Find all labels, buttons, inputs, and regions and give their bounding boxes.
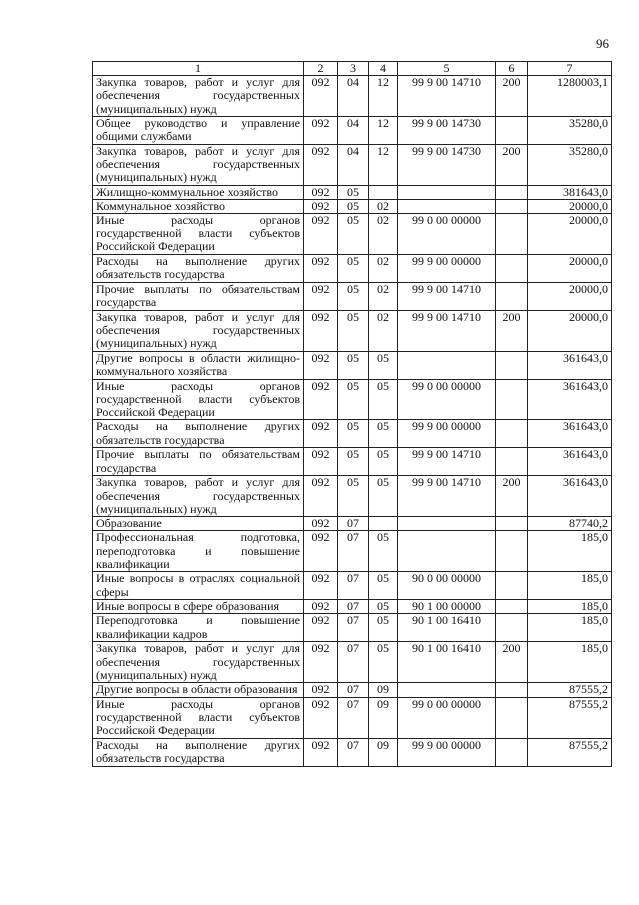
table-row xyxy=(93,282,612,310)
subsection-code-cell: 05 xyxy=(369,351,398,379)
target-article-cell xyxy=(398,351,496,379)
expense-type-cell xyxy=(496,517,528,531)
subsection-code-cell: 05 xyxy=(369,476,398,517)
amount-cell: 381643,0 xyxy=(528,185,612,199)
table-row xyxy=(93,76,612,117)
subsection-code-cell: 12 xyxy=(369,76,398,117)
target-article-cell: 99 9 00 00000 xyxy=(398,254,496,282)
row-name-cell: Коммунальное хозяйство xyxy=(93,199,304,213)
subsection-code-cell: 05 xyxy=(369,420,398,448)
amount-cell: 185,0 xyxy=(528,572,612,600)
expense-type-cell xyxy=(496,254,528,282)
subsection-code-cell: 02 xyxy=(369,282,398,310)
ministry-code-cell: 092 xyxy=(304,144,338,185)
row-name-cell: Общее руководство и управление общими службами xyxy=(93,116,304,144)
table-row xyxy=(93,517,612,531)
section-code-cell: 04 xyxy=(338,76,369,117)
expense-type-cell xyxy=(496,351,528,379)
row-name-cell: Другие вопросы в области образования xyxy=(93,683,304,698)
expense-type-cell xyxy=(496,185,528,199)
amount-cell: 185,0 xyxy=(528,614,612,642)
target-article-cell xyxy=(398,199,496,213)
column-header: 2 xyxy=(304,62,338,76)
row-name-cell: Прочие выплаты по обязательствам государства xyxy=(93,448,304,476)
target-article-cell: 90 1 00 16410 xyxy=(398,642,496,683)
amount-cell: 361643,0 xyxy=(528,379,612,420)
ministry-code-cell: 092 xyxy=(304,379,338,420)
expense-type-cell: 200 xyxy=(496,76,528,117)
ministry-code-cell: 092 xyxy=(304,600,338,614)
subsection-code-cell: 09 xyxy=(369,697,398,738)
ministry-code-cell: 092 xyxy=(304,310,338,351)
amount-cell: 87555,2 xyxy=(528,697,612,738)
table-row xyxy=(93,213,612,254)
expense-type-cell: 200 xyxy=(496,310,528,351)
subsection-code-cell xyxy=(369,517,398,531)
subsection-code-cell: 05 xyxy=(369,379,398,420)
table-row xyxy=(93,310,612,351)
table-row xyxy=(93,614,612,642)
section-code-cell: 05 xyxy=(338,282,369,310)
row-name-cell: Расходы на выполнение других обязательств государства xyxy=(93,254,304,282)
table-row xyxy=(93,476,612,517)
ministry-code-cell: 092 xyxy=(304,531,338,572)
ministry-code-cell: 092 xyxy=(304,116,338,144)
section-code-cell: 07 xyxy=(338,683,369,698)
table-row xyxy=(93,738,612,766)
amount-cell: 87555,2 xyxy=(528,683,612,698)
row-name-cell: Расходы на выполнение других обязательств государства xyxy=(93,420,304,448)
target-article-cell: 99 9 00 14710 xyxy=(398,476,496,517)
row-name-cell: Переподготовка и повышение квалификации кадров xyxy=(93,614,304,642)
section-code-cell: 05 xyxy=(338,379,369,420)
amount-cell: 20000,0 xyxy=(528,199,612,213)
section-code-cell: 05 xyxy=(338,476,369,517)
table-row xyxy=(93,420,612,448)
amount-cell: 20000,0 xyxy=(528,310,612,351)
ministry-code-cell: 092 xyxy=(304,642,338,683)
subsection-code-cell: 02 xyxy=(369,254,398,282)
target-article-cell: 90 1 00 16410 xyxy=(398,614,496,642)
section-code-cell: 07 xyxy=(338,614,369,642)
target-article-cell: 90 1 00 00000 xyxy=(398,600,496,614)
expense-type-cell xyxy=(496,199,528,213)
section-code-cell: 07 xyxy=(338,531,369,572)
column-header: 4 xyxy=(369,62,398,76)
amount-cell: 35280,0 xyxy=(528,116,612,144)
row-name-cell: Иные расходы органов государственной власти субъектов Российской Федерации xyxy=(93,213,304,254)
section-code-cell: 05 xyxy=(338,254,369,282)
table-row xyxy=(93,448,612,476)
amount-cell: 35280,0 xyxy=(528,144,612,185)
ministry-code-cell: 092 xyxy=(304,213,338,254)
amount-cell: 361643,0 xyxy=(528,351,612,379)
ministry-code-cell: 092 xyxy=(304,282,338,310)
subsection-code-cell: 02 xyxy=(369,213,398,254)
subsection-code-cell: 05 xyxy=(369,448,398,476)
amount-cell: 185,0 xyxy=(528,600,612,614)
column-header: 3 xyxy=(338,62,369,76)
subsection-code-cell: 05 xyxy=(369,614,398,642)
expense-type-cell xyxy=(496,116,528,144)
target-article-cell xyxy=(398,517,496,531)
section-code-cell: 05 xyxy=(338,213,369,254)
ministry-code-cell: 092 xyxy=(304,351,338,379)
row-name-cell: Образование xyxy=(93,517,304,531)
target-article-cell: 99 9 00 00000 xyxy=(398,420,496,448)
column-header: 6 xyxy=(496,62,528,76)
expense-type-cell xyxy=(496,614,528,642)
ministry-code-cell: 092 xyxy=(304,517,338,531)
section-code-cell: 04 xyxy=(338,116,369,144)
subsection-code-cell: 05 xyxy=(369,531,398,572)
table-row xyxy=(93,600,612,614)
expense-type-cell xyxy=(496,738,528,766)
column-header: 5 xyxy=(398,62,496,76)
ministry-code-cell: 092 xyxy=(304,254,338,282)
expense-type-cell xyxy=(496,697,528,738)
target-article-cell: 90 0 00 00000 xyxy=(398,572,496,600)
row-name-cell: Иные расходы органов государственной власти субъектов Российской Федерации xyxy=(93,697,304,738)
amount-cell: 20000,0 xyxy=(528,282,612,310)
section-code-cell: 05 xyxy=(338,351,369,379)
section-code-cell: 04 xyxy=(338,144,369,185)
table-row xyxy=(93,683,612,698)
table-body xyxy=(93,76,612,767)
target-article-cell: 99 9 00 14730 xyxy=(398,116,496,144)
subsection-code-cell: 09 xyxy=(369,683,398,698)
amount-cell: 361643,0 xyxy=(528,476,612,517)
target-article-cell: 99 9 00 14710 xyxy=(398,282,496,310)
ministry-code-cell: 092 xyxy=(304,448,338,476)
column-header: 1 xyxy=(93,62,304,76)
subsection-code-cell: 09 xyxy=(369,738,398,766)
amount-cell: 361643,0 xyxy=(528,420,612,448)
target-article-cell: 99 9 00 00000 xyxy=(398,738,496,766)
expense-type-cell xyxy=(496,531,528,572)
target-article-cell: 99 9 00 14710 xyxy=(398,310,496,351)
table-row xyxy=(93,379,612,420)
subsection-code-cell: 05 xyxy=(369,642,398,683)
expense-type-cell xyxy=(496,600,528,614)
row-name-cell: Иные расходы органов государственной власти субъектов Российской Федерации xyxy=(93,379,304,420)
target-article-cell: 99 0 00 00000 xyxy=(398,213,496,254)
amount-cell: 20000,0 xyxy=(528,254,612,282)
subsection-code-cell: 05 xyxy=(369,572,398,600)
expense-type-cell xyxy=(496,379,528,420)
expense-type-cell: 200 xyxy=(496,476,528,517)
table-header-row xyxy=(93,62,612,76)
ministry-code-cell: 092 xyxy=(304,614,338,642)
ministry-code-cell: 092 xyxy=(304,185,338,199)
row-name-cell: Прочие выплаты по обязательствам государства xyxy=(93,282,304,310)
table-row xyxy=(93,199,612,213)
table-row xyxy=(93,642,612,683)
expense-type-cell xyxy=(496,420,528,448)
row-name-cell: Иные вопросы в сфере образования xyxy=(93,600,304,614)
ministry-code-cell: 092 xyxy=(304,76,338,117)
amount-cell: 87740,2 xyxy=(528,517,612,531)
amount-cell: 20000,0 xyxy=(528,213,612,254)
section-code-cell: 05 xyxy=(338,420,369,448)
subsection-code-cell: 05 xyxy=(369,600,398,614)
target-article-cell xyxy=(398,531,496,572)
section-code-cell: 07 xyxy=(338,517,369,531)
target-article-cell: 99 0 00 00000 xyxy=(398,697,496,738)
section-code-cell: 05 xyxy=(338,185,369,199)
section-code-cell: 05 xyxy=(338,448,369,476)
ministry-code-cell: 092 xyxy=(304,476,338,517)
subsection-code-cell: 12 xyxy=(369,144,398,185)
subsection-code-cell: 02 xyxy=(369,310,398,351)
expense-type-cell xyxy=(496,282,528,310)
amount-cell: 87555,2 xyxy=(528,738,612,766)
table-row xyxy=(93,697,612,738)
table-row xyxy=(93,144,612,185)
row-name-cell: Закупка товаров, работ и услуг для обеспечения государственных (муниципальных) нужд xyxy=(93,476,304,517)
row-name-cell: Жилищно-коммунальное хозяйство xyxy=(93,185,304,199)
column-header: 7 xyxy=(528,62,612,76)
row-name-cell: Закупка товаров, работ и услуг для обеспечения государственных (муниципальных) нужд xyxy=(93,642,304,683)
amount-cell: 1280003,1 xyxy=(528,76,612,117)
budget-table xyxy=(92,61,612,767)
target-article-cell: 99 9 00 14710 xyxy=(398,76,496,117)
row-name-cell: Другие вопросы в области жилищно-коммунального хозяйства xyxy=(93,351,304,379)
amount-cell: 361643,0 xyxy=(528,448,612,476)
table-row xyxy=(93,116,612,144)
subsection-code-cell xyxy=(369,185,398,199)
subsection-code-cell: 12 xyxy=(369,116,398,144)
row-name-cell: Профессиональная подготовка, переподготовка и повышение квалификации xyxy=(93,531,304,572)
section-code-cell: 05 xyxy=(338,199,369,213)
subsection-code-cell: 02 xyxy=(369,199,398,213)
expense-type-cell xyxy=(496,683,528,698)
table-row xyxy=(93,254,612,282)
amount-cell: 185,0 xyxy=(528,642,612,683)
target-article-cell xyxy=(398,185,496,199)
ministry-code-cell: 092 xyxy=(304,199,338,213)
ministry-code-cell: 092 xyxy=(304,683,338,698)
row-name-cell: Закупка товаров, работ и услуг для обеспечения государственных (муниципальных) нужд xyxy=(93,76,304,117)
section-code-cell: 07 xyxy=(338,697,369,738)
ministry-code-cell: 092 xyxy=(304,697,338,738)
target-article-cell: 99 9 00 14710 xyxy=(398,448,496,476)
table-row xyxy=(93,351,612,379)
amount-cell: 185,0 xyxy=(528,531,612,572)
expense-type-cell xyxy=(496,213,528,254)
section-code-cell: 07 xyxy=(338,738,369,766)
row-name-cell: Закупка товаров, работ и услуг для обеспечения государственных (муниципальных) нужд xyxy=(93,144,304,185)
section-code-cell: 07 xyxy=(338,642,369,683)
expense-type-cell: 200 xyxy=(496,642,528,683)
ministry-code-cell: 092 xyxy=(304,572,338,600)
expense-type-cell: 200 xyxy=(496,144,528,185)
expense-type-cell xyxy=(496,572,528,600)
ministry-code-cell: 092 xyxy=(304,738,338,766)
target-article-cell: 99 0 00 00000 xyxy=(398,379,496,420)
ministry-code-cell: 092 xyxy=(304,420,338,448)
row-name-cell: Закупка товаров, работ и услуг для обеспечения государственных (муниципальных) нужд xyxy=(93,310,304,351)
table-row xyxy=(93,531,612,572)
section-code-cell: 05 xyxy=(338,310,369,351)
target-article-cell: 99 9 00 14730 xyxy=(398,144,496,185)
row-name-cell: Расходы на выполнение других обязательств государства xyxy=(93,738,304,766)
table-row xyxy=(93,572,612,600)
table-row xyxy=(93,185,612,199)
expense-type-cell xyxy=(496,448,528,476)
section-code-cell: 07 xyxy=(338,572,369,600)
section-code-cell: 07 xyxy=(338,600,369,614)
target-article-cell xyxy=(398,683,496,698)
page-number: 96 xyxy=(596,36,609,51)
row-name-cell: Иные вопросы в отраслях социальной сферы xyxy=(93,572,304,600)
